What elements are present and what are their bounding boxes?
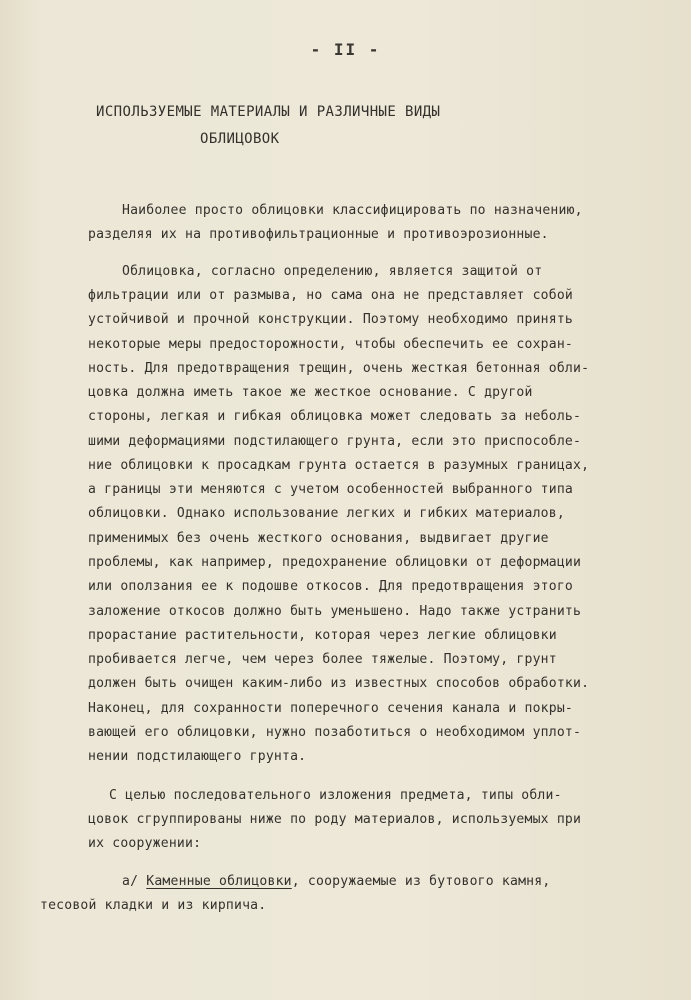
section-title-line-1: ИСПОЛЬЗУЕМЫЕ МАТЕРИАЛЫ И РАЗЛИЧНЫЕ ВИДЫ — [96, 104, 441, 120]
paragraph-1-line-2: разделяя их на противофильтрационные и противоэрозионные. — [88, 227, 549, 242]
list-item-a-line-2: тесовой кладки и из кирпича. — [40, 898, 267, 913]
paragraph-2-line-5: ность. Для предотвращения трещин, очень жесткая бетонная обли- — [88, 361, 590, 376]
paragraph-2-line-2: фильтрации или от размыва, но сама она не представляет собой — [88, 288, 573, 303]
paragraph-2-line-16: прорастание растительности, которая через легкие облицовки — [88, 628, 557, 643]
paragraph-2-line-21: нении подстилающего грунта. — [88, 749, 307, 764]
paragraph-2-line-12: применимых без очень жесткого основания, выдвигает другие — [88, 531, 549, 546]
paragraph-3-line-1: С целью последовательного изложения предмета, типы обли- — [109, 788, 562, 803]
paragraph-2-line-9: ние облицовки к просадкам грунта остается в разумных границах, — [88, 458, 590, 473]
paragraph-2-line-3: устойчивой и прочной конструкции. Поэтому необходимо принять — [88, 312, 573, 327]
paragraph-2-line-18: должен быть очищен каким-либо из известных способов обработки. — [88, 676, 590, 691]
section-title-line-2: ОБЛИЦОВОК — [200, 131, 280, 147]
paragraph-2-line-11: облицовки. Однако использование легких и гибких материалов, — [88, 506, 565, 521]
paragraph-2-line-19: Наконец, для сохранности поперечного сечения канала и покры- — [88, 701, 573, 716]
paragraph-2-line-14: или оползания ее к подошве откосов. Для предотвращения этого — [88, 579, 573, 594]
list-item-rest: , сооружаемые из бутового камня, — [291, 874, 551, 889]
paragraph-2-line-4: некоторые меры предосторожности, чтобы обеспечить ее сохран- — [88, 337, 573, 352]
list-item-term: Каменные облицовки — [146, 874, 292, 889]
paragraph-2-line-7: стороны, легкая и гибкая облицовка может следовать за неболь- — [88, 409, 582, 424]
list-item-marker: а/ — [122, 874, 139, 889]
paragraph-2-line-17: пробивается легче, чем через более тяжелые. Поэтому, грунт — [88, 652, 557, 667]
paragraph-2-line-20: вающей его облицовки, нужно позаботиться о необходимом уплот- — [88, 725, 582, 740]
paragraph-3-line-3: их сооружении: — [88, 836, 202, 851]
paragraph-1-line-1: Наиболее просто облицовки классифицировать по назначению, — [122, 203, 583, 218]
page-number: - II - — [310, 40, 381, 59]
paragraph-2-line-1: Облицовка, согласно определению, является защитой от — [122, 264, 543, 279]
paragraph-2-line-8: шими деформациями подстилающего грунта, если это приспособле- — [88, 434, 582, 449]
paragraph-2-line-13: проблемы, как например, предохранение облицовки от деформации — [88, 555, 582, 570]
paragraph-2-line-10: а границы эти меняются с учетом особенностей выбранного типа — [88, 482, 573, 497]
list-item-a-line-1 — [122, 870, 550, 894]
paragraph-2-line-15: заложение откосов должно быть уменьшено. Надо также устранить — [88, 604, 582, 619]
paragraph-2-line-6: цовка должна иметь такое же жесткое основание. С другой — [88, 385, 533, 400]
paragraph-3-line-2: цовок сгруппированы ниже по роду материалов, используемых при — [88, 812, 582, 827]
